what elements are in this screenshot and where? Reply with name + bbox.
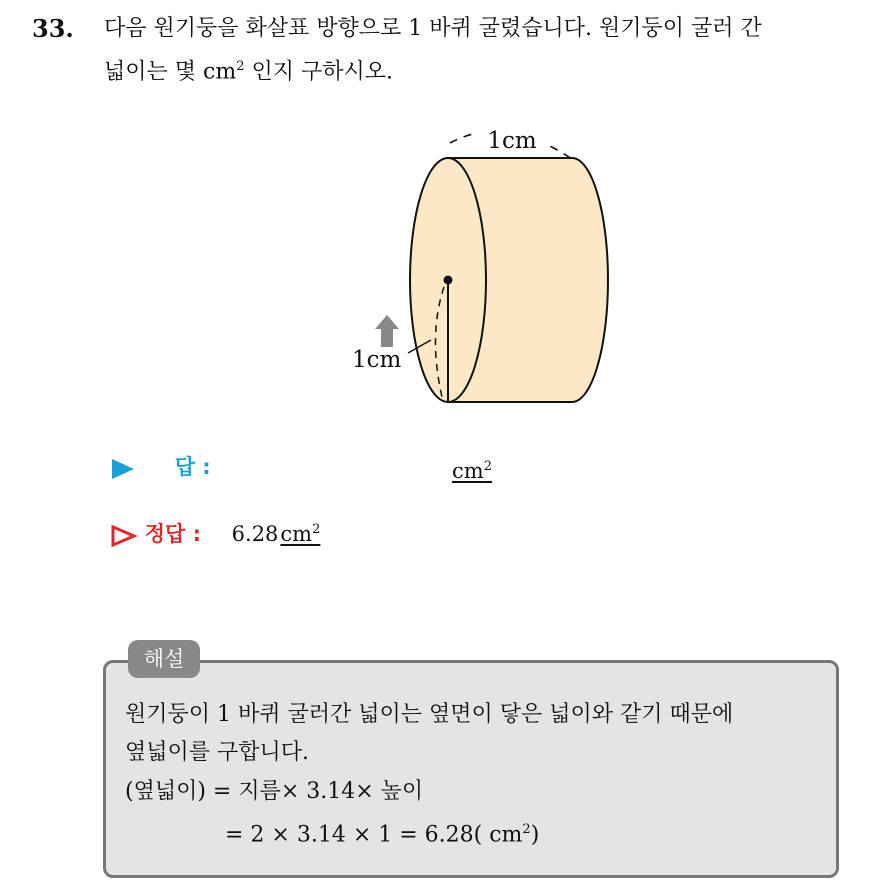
explanation-tab: 해설: [128, 640, 200, 678]
question-text-line-2: [104, 52, 393, 87]
solution-label: 정답 :: [144, 522, 201, 546]
explanation-line-1: 원기둥이 1 바퀴 굴러간 넓이는 옆면이 닿은 넓이와 같기 때문에: [125, 702, 734, 727]
solution-unit-exponent: 2: [312, 522, 321, 537]
solution-row: [110, 516, 320, 548]
center-dot: [444, 276, 453, 285]
answer-blank[interactable]: [452, 453, 492, 485]
arrow-up-icon: [375, 315, 399, 347]
solution-value: 6.28: [231, 522, 279, 546]
explanation-line-3: (옆넓이) = 지름× 3.14× 높이: [125, 779, 424, 804]
answer-unit: cm: [452, 459, 484, 483]
question-text-prefix: 넓이는 몇 cm: [104, 59, 237, 85]
answer-unit-exponent: 2: [483, 459, 492, 474]
cylinder-figure: [330, 115, 620, 415]
question-text-suffix: 인지 구하시오.: [244, 59, 393, 85]
answer-row: [110, 453, 211, 481]
question-number: 33.: [32, 14, 74, 43]
radius-length-label: 1cm: [352, 347, 402, 373]
outline-triangle-icon: [110, 524, 138, 548]
question-text-line-1: 다음 원기둥을 화살표 방향으로 1 바퀴 굴렸습니다. 원기둥이 굴러 간: [104, 16, 762, 41]
filled-triangle-icon: [110, 457, 138, 481]
explanation-line-4: [225, 815, 539, 850]
solution-unit: cm: [280, 522, 313, 546]
explanation-formula-end: ): [530, 822, 540, 848]
explanation-formula: = 2 × 3.14 × 1 = 6.28( cm: [225, 822, 523, 848]
explanation-line-2: 옆넓이를 구합니다.: [125, 740, 310, 765]
question-unit-exponent: 2: [236, 59, 245, 74]
answer-label: 답 :: [174, 455, 211, 479]
top-length-label: 1cm: [487, 128, 537, 154]
explanation-unit-exponent: 2: [522, 822, 531, 837]
